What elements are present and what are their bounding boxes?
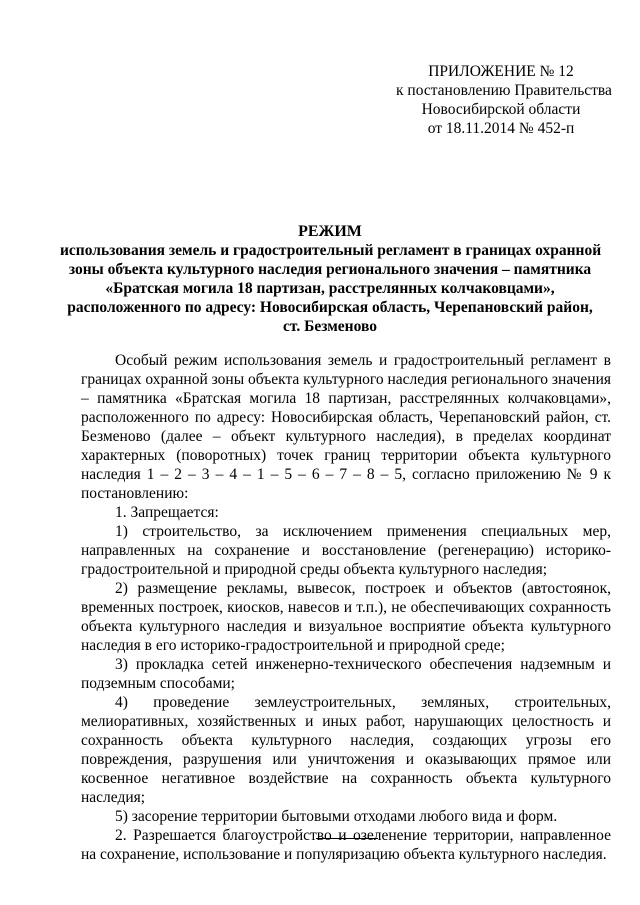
prohibited-item-5: 5) засорение территории бытовыми отходами любого вида и форм. xyxy=(115,808,558,825)
title-line-5: ст. Безменово xyxy=(283,318,377,335)
prohibited-item-2: 2) размещение рекламы, вывесок, построек и объектов (автостоянок, временных построек, киосков, навесов и т.п.), не обеспечивающих сохранность объекта культурного наследия и визуальное восприятие объекта культурного наследия в его историко-градостроительной и природной среде; xyxy=(81,580,611,654)
appendix-date: от 18.11.2014 № 452-п xyxy=(427,120,575,137)
title-heading: РЕЖИМ xyxy=(298,223,362,240)
title-line-4: расположенного по адресу: Новосибирская область, Черепановский район, xyxy=(67,299,593,316)
appendix-reference: к постановлению Правительства xyxy=(396,82,612,99)
appendix-header xyxy=(396,62,612,138)
permitted-paragraph: 2. Разрешается благоустройство и озеленение территории, направленное на сохранение, использование и популяризацию объекта культурного наследия. xyxy=(81,827,611,863)
appendix-region: Новосибирской области xyxy=(421,101,581,118)
intro-paragraph: Особый режим использования земель и градостроительный регламент в границах охранной зоны объекта культурного наследия регионального значения – памятника «Братская могила 18 партизан, расстрелянных колчаковцами», расположенного по адресу: Новосибирская область, Черепановский район, ст. Безменово (далее – объект культурного наследия), в пределах координат характерных (поворотных) точек границ территории объекта культурного наследия 1 – 2 – 3 – 4 – 1 – 5 – 6 – 7 – 8 – 5, согласно приложению № 9 к постановлению: xyxy=(81,352,611,502)
document-title xyxy=(60,222,600,336)
appendix-number: ПРИЛОЖЕНИЕ № 12 xyxy=(428,63,574,80)
prohibited-item-3: 3) прокладка сетей инженерно-технического обеспечения надземным и подземным способами; xyxy=(81,656,611,692)
title-line-1: использования земель и градостроительный регламент в границах охранной xyxy=(60,242,602,259)
prohibited-item-1: 1) строительство, за исключением применения специальных мер, направленных на сохранение и восстановление (регенерацию) историко-градостроительной и природной среды объекта культурного наследия; xyxy=(81,523,611,578)
title-line-2: зоны объекта культурного наследия регионального значения – памятника xyxy=(68,261,592,278)
prohibited-heading: 1. Запрещается: xyxy=(115,504,219,521)
title-line-3: «Братская могила 18 партизан, расстрелянных колчаковцами», xyxy=(105,280,555,297)
document-body xyxy=(81,351,611,864)
end-separator xyxy=(316,838,378,839)
prohibited-item-4: 4) проведение землеустроительных, земляных, строительных, мелиоративных, хозяйственных и иных работ, нарушающих целостность и сохранность объекта культурного наследия, создающих угрозы его повреждения, разрушения или уничтожения и оказывающих прямое или косвенное негативное воздействие на сохранность объекта культурного наследия; xyxy=(81,694,611,806)
